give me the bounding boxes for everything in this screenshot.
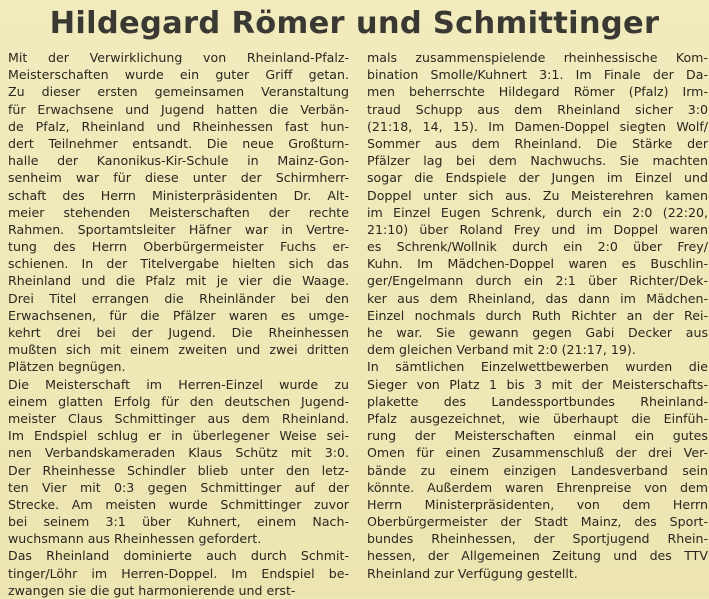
text-line: kehrt drei bei der Jugend. Die Rheinhessen (8, 325, 349, 340)
article-column-right (367, 49, 708, 582)
text-line: ger/Engelmann durch ein 2:1 über Richter/Dek- (367, 273, 708, 289)
text-line: tung des Herrn Oberbürgermeister Fuchs er- (8, 239, 349, 255)
text-line: wuchsmann aus Rheinhessen gefordert. (8, 531, 262, 547)
text-line: Das Rheinland dominierte auch durch Schmit- (8, 548, 349, 564)
text-line: ker aus dem Rheinland, das dann im Mädchen- (367, 290, 708, 306)
text-line: schienen. In der Titelvergabe hielten sich das (8, 256, 349, 272)
text-line: meier stehenden Meisterschaften der rechte (8, 204, 349, 220)
text-line: einem glatten Erfolg für den deutschen Jugend- (8, 393, 349, 409)
text-line: Kuhn. Im Mädchen-Doppel waren es Buschlin- (367, 256, 708, 272)
text-line: Mit der Verwirklichung von Rheinland-Pfalz- (8, 50, 349, 65)
text-line: für Erwachsene und Jugend hatten die Verbän- (8, 101, 349, 117)
text-line: sogar die Endspiele der Jungen im Einzel und (367, 170, 708, 186)
text-line: bei seinem 3:1 über Kuhnert, einem Nach- (8, 514, 349, 530)
text-line: 21:10) über Roland Frey und im Doppel waren (367, 221, 708, 237)
text-line: Doppel unter sich aus. Zu Meisterehren kamen (367, 187, 708, 203)
text-line: Zu dieser ersten gemeinsamen Veranstaltung (8, 84, 349, 100)
text-line: Sommer aus dem Rheinland. Die Stärke der (367, 135, 708, 151)
text-line: schaft des Herrn Ministerpräsidenten Dr. Alt- (8, 187, 349, 203)
text-line: mußten sich mit einem zweiten und zwei dritten (8, 342, 349, 358)
text-line: meister Claus Schmittinger aus dem Rheinland. (8, 410, 349, 426)
text-line: Omen für einen Zusammenschluß der drei Ver- (367, 445, 708, 461)
text-line: traud Schupp aus dem Rheinland sicher 3:0 (367, 101, 708, 117)
text-line: Einzel nochmals durch Ruth Richter an der Rei- (367, 307, 708, 323)
text-line: dem gleichen Verband mit 2:0 (21:17, 19). (367, 342, 636, 358)
text-line: men beherrschte Hildegard Römer (Pfalz) Irm- (367, 84, 708, 100)
text-line: Rahmen. Sportamtsleiter Häfner war in Vertre- (8, 221, 349, 237)
text-line: Strecke. Am meisten wurde Schmittinger zuvor (8, 496, 349, 512)
text-line: im Einzel Eugen Schrenk, durch ein 2:0 (22:20, (367, 204, 708, 220)
text-line: ten Vier mit 0:3 gegen Schmittinger auf der (8, 479, 349, 495)
text-line: nen Verbandskameraden Klaus Schütz mit 3:0. (8, 445, 349, 461)
text-line: Pfälzer lag bei dem Nachwuchs. Sie machten (367, 153, 708, 169)
text-line: bände zu einem einzigen Landesverband sein (367, 462, 708, 478)
text-line: plakette des Landessportbundes Rheinland- (367, 393, 708, 409)
text-line: bination Smolle/Kuhnert 3:1. Im Finale der Da- (367, 67, 708, 83)
text-line: Im Endspiel schlug er in überlegener Weise sei- (8, 428, 349, 444)
article-headline: Hildegard Römer und Schmittinger (49, 6, 660, 41)
text-line: Erwachsenen, für die Pfälzer waren es umge- (8, 307, 349, 323)
text-line: bundes Rheinhessen, der Sportjugend Rhein- (367, 531, 708, 547)
text-line: mals zusammenspielende rheinhessische Kom- (367, 50, 708, 65)
text-line: he war. Sie gewann gegen Gabi Decker aus (367, 325, 708, 340)
text-line: es Schrenk/Wollnik durch ein 2:0 über Frey/ (367, 239, 708, 255)
text-line: Pfalz ausgezeichnet, wie überhaupt die Einfüh- (367, 410, 708, 426)
text-line: Meisterschaften wurde ein guter Griff getan. (8, 67, 349, 83)
text-line: Plätzen begnügen. (8, 359, 126, 375)
text-line: rung der Meisterschaften einmal ein gutes (367, 428, 708, 444)
text-line: In sämtlichen Einzelwettbewerben wurden die (367, 359, 708, 375)
text-line: Rheinland und die Pfalz mit je vier die Waage. (8, 273, 349, 289)
text-line: Drei Titel errangen die Rheinländer bei den (8, 290, 349, 306)
text-line: Der Rheinhesse Schindler blieb unter den letz- (8, 462, 349, 478)
text-line: dert Teilnehmer entsandt. Die neue Großturn- (8, 135, 349, 151)
article-column-left (8, 49, 349, 599)
text-line: hessen, der Allgemeinen Zeitung und des TTV (367, 548, 708, 564)
text-line: Rheinland zur Verfügung gestellt. (367, 565, 578, 581)
text-line: (21:18, 14, 15). Im Damen-Doppel siegten Wolf/ (367, 118, 708, 134)
text-line: halle der Kanonikus-Kir-Schule in Mainz-Gon- (8, 153, 349, 169)
text-line: könnte. Außerdem waren Ehrenpreise von dem (367, 479, 708, 495)
text-line: Herrn Ministerpräsidenten, von dem Herrn (367, 496, 708, 512)
text-line: Oberbürgermeister der Stadt Mainz, des Sport- (367, 514, 708, 530)
text-line: Sieger von Platz 1 bis 3 mit der Meisterschafts- (367, 376, 708, 392)
text-line: de Pfalz, Rheinland und Rheinhessen fast hun- (8, 118, 349, 134)
text-line: Die Meisterschaft im Herren-Einzel wurde zu (8, 376, 349, 392)
text-line: tinger/Löhr im Herren-Doppel. Im Endspiel be- (8, 565, 349, 581)
text-line: senheim war für diese unter der Schirmherr- (8, 170, 349, 186)
text-line: zwangen sie die gut harmonierende und erst- (8, 582, 296, 598)
